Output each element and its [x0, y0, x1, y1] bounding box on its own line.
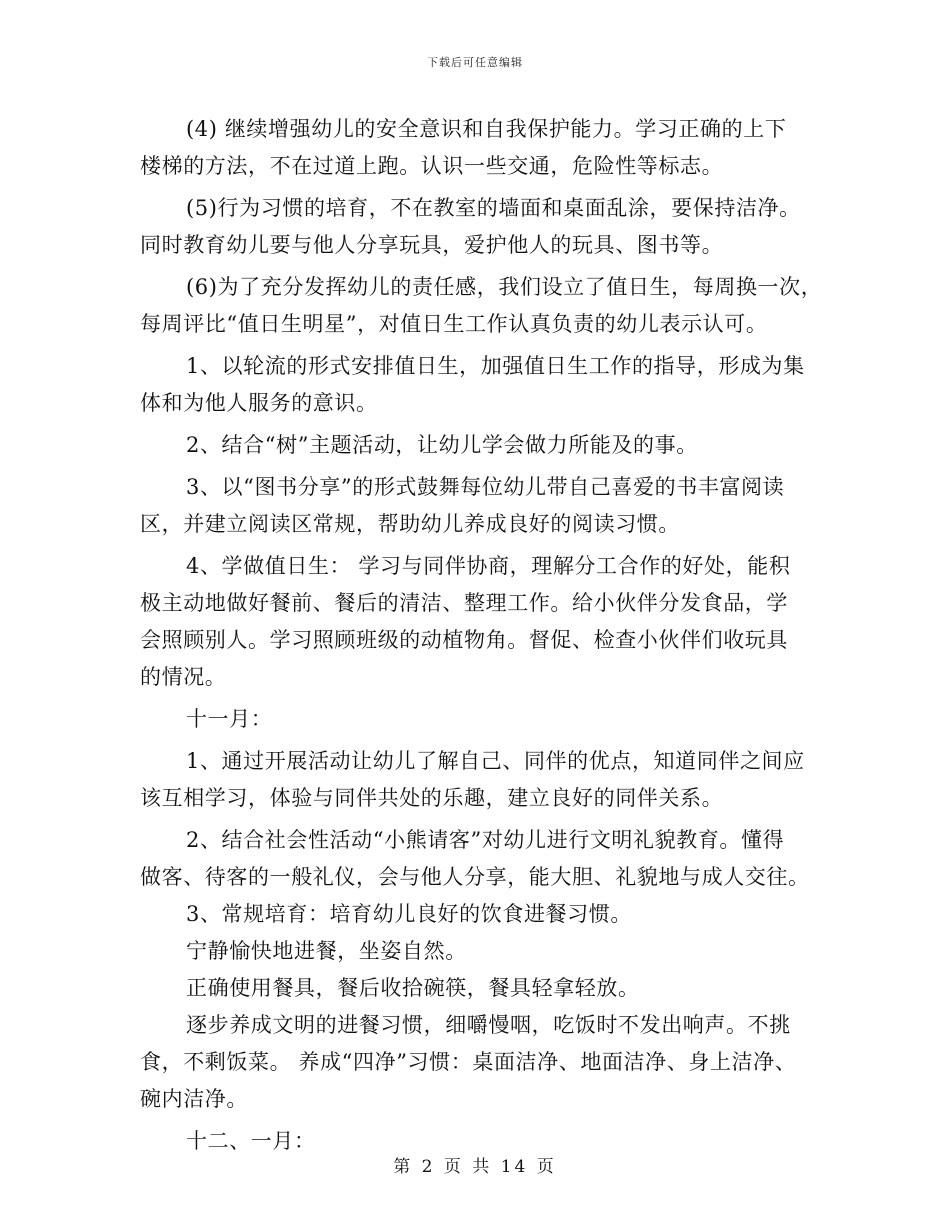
text-line: (4) 继续增强幼儿的安全意识和自我保护能力。学习正确的上下: [186, 117, 787, 141]
text-line: 同时教育幼儿要与他人分享玩具，爱护他人的玩具、图书等。: [140, 233, 724, 257]
text-line: 3、以“图书分享”的形式鼓舞每位幼儿带自己喜爱的书丰富阅读: [186, 475, 785, 499]
page-number: 第 2 页 共 14 页: [393, 1157, 557, 1177]
text-line: 正确使用餐具，餐后收拾碗筷，餐具轻拿轻放。: [186, 976, 640, 1000]
text-line: (6)为了充分发挥幼儿的责任感，我们设立了值日生，每周换一次，: [186, 275, 823, 299]
text-line: 会照顾别人。学习照顾班级的动植物角。督促、检查小伙伴们收玩具: [140, 628, 788, 652]
text-line: (5)行为习惯的培育，不在教室的墙面和桌面乱涂，要保持洁净。: [186, 196, 801, 220]
text-line: 碗内洁净。: [140, 1087, 248, 1111]
text-line: 2、结合“树”主题活动，让幼儿学会做力所能及的事。: [186, 433, 698, 457]
text-line: 4、学做值日生： 学习与同伴协商，理解分工合作的好处，能积: [186, 554, 791, 578]
text-line: 1、通过开展活动让幼儿了解自己、同伴的优点，知道同伴之间应: [186, 749, 805, 773]
text-line: 宁静愉快地进餐，坐姿自然。: [186, 939, 467, 963]
text-line: 区，并建立阅读区常规，帮助幼儿养成良好的阅读习惯。: [140, 512, 680, 536]
text-line: 2、结合社会性活动“小熊请客”对幼儿进行文明礼貌教育。懂得: [186, 828, 785, 852]
text-line: 楼梯的方法，不在过道上跑。认识一些交通，危险性等标志。: [140, 154, 724, 178]
text-line: 十一月：: [186, 707, 273, 731]
text-line: 极主动地做好餐前、餐后的清洁、整理工作。给小伙伴分发食品，学: [140, 591, 788, 615]
text-line: 的情况。: [140, 665, 227, 689]
text-line: 该互相学习，体验与同伴共处的乐趣，建立良好的同伴关系。: [140, 786, 724, 810]
text-line: 逐步养成文明的进餐习惯，细嚼慢咽，吃饭时不发出响声。不挑: [186, 1013, 791, 1037]
text-line: 每周评比“值日生明星”，对值日生工作认真负责的幼儿表示认可。: [140, 312, 768, 336]
text-line: 体和为他人服务的意识。: [140, 391, 378, 415]
text-line: 十二、一月：: [186, 1129, 316, 1153]
document-body: [140, 111, 830, 1160]
text-line: 3、常规培育：培育幼儿良好的饮食进餐习惯。: [186, 902, 632, 926]
text-line: 做客、待客的一般礼仪，会与他人分享，能大胆、礼貌地与成人交往。: [140, 865, 810, 889]
text-line: 1、以轮流的形式安排值日生，加强值日生工作的指导，形成为集: [186, 354, 805, 378]
page-header: 下载后可任意编辑: [427, 56, 523, 69]
text-line: 食，不剩饭菜。 养成“四净”习惯：桌面洁净、地面洁净、身上洁净、: [140, 1050, 797, 1074]
